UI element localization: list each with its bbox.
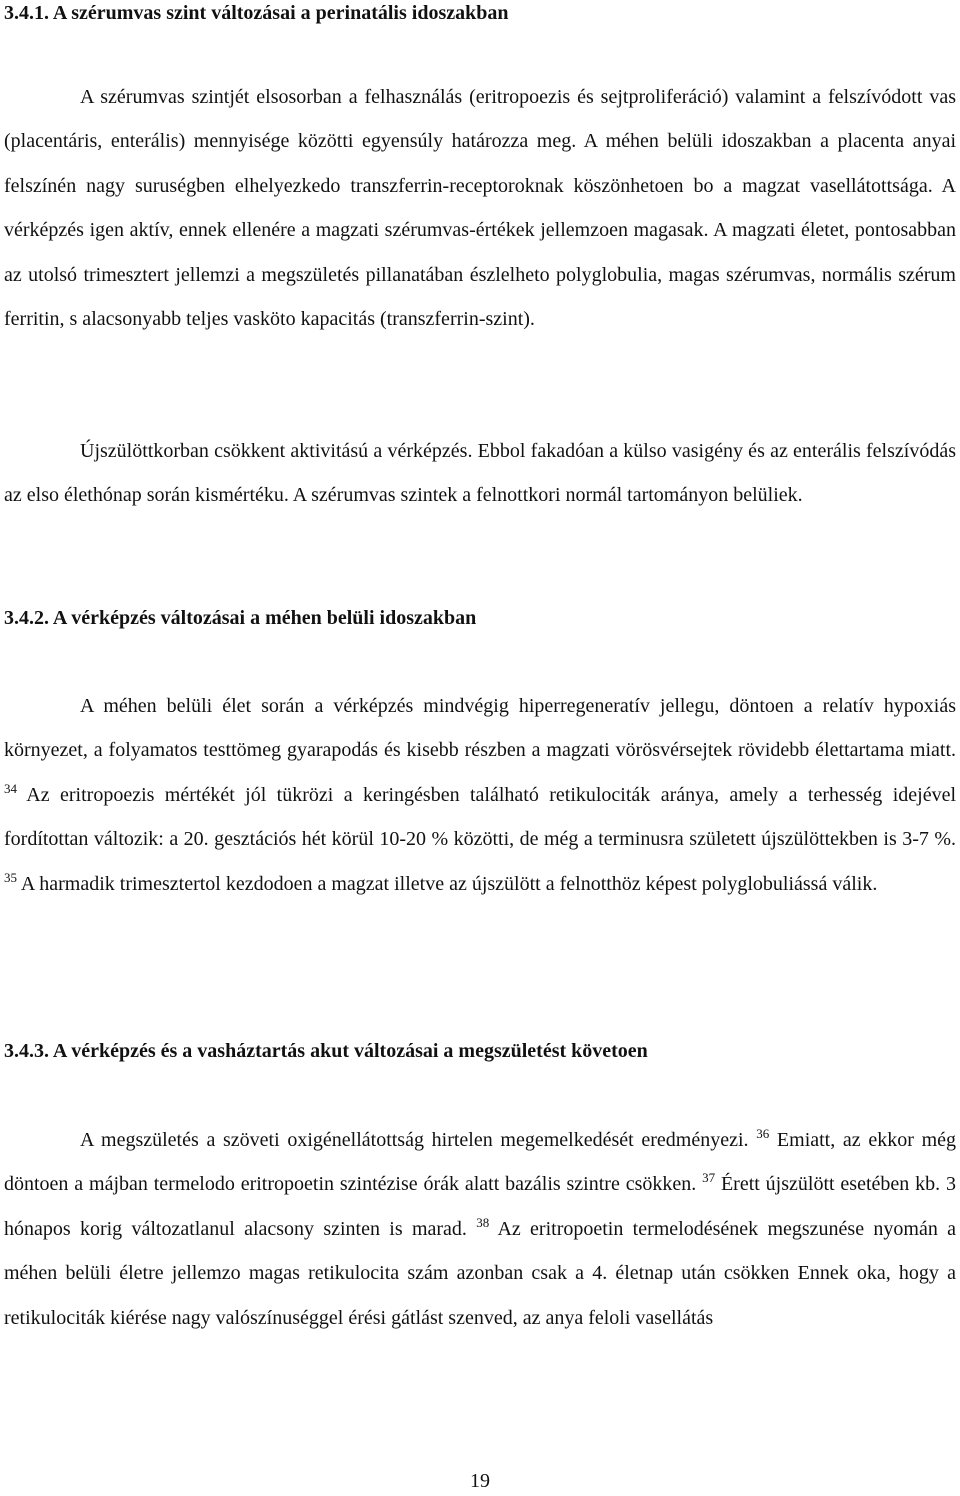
paragraph-fetal-erythropoiesis [4,684,956,906]
paragraph-text: Emiatt, az ekkor még döntoen a májban termelodo eritropoetin szintézise órák alatt bazális szintre csökken. [4,1129,957,1196]
section-heading-3-4-2: 3.4.2. A vérképzés változásai a méhen belüli idoszakban [4,607,477,629]
paragraph-text: Az eritropoezis mértékét jól tükrözi a keringésben található retikulociták aránya, amely a terhesség idejével fordítottan változik: a 20. gesztációs hét körül 10-20 % közötti, de még a terminusra született újszülöttekben is 3-7 %. [4,783,956,851]
reference-superscript: 34 [4,780,17,796]
paragraph-text: A harmadik trimesztertol kezdodoen a magzat illetve az újszülött a felnotthöz képest polyglobuliássá válik. [20,872,878,895]
section-heading-3-4-1: 3.4.1. A szérumvas szint változásai a perinatális idoszakban [4,2,509,24]
paragraph-text: A méhen belüli élet során a vérképzés mindvégig hiperregeneratív jellegu, döntoen a relatív hypoxiás környezet, a folyamatos testtömeg gyarapodás és kisebb részben a magzati vörösvérsejtek rövidebb élettartama miatt. [4,695,956,762]
paragraph-text: A szérumvas szintjét elsosorban a felhasználás (eritropoezis és sejtproliferáció) valamint a felszívódott vas (placentáris, enterális) mennyisége közötti egyensúly határozza meg. A méhen belüli idoszakban a placenta anyai felszínén nagy suruségben elhelyezkedo transzferrin-receptoroknak köszönhetoen bo a magzat vasellátottsága. A vérképzés igen aktív, ennek ellenére a magzati szérumvas-értékek jellemzoen magasak. A magzati életet, pontosabban az utolsó trimesztert jellemzi a megszületés pillanatában észlelheto polyglobulia, magas szérumvas, normális szérum ferritin, s alacsonyabb teljes vasköto kapacitás (transzferrin-szint). [4,86,956,331]
paragraph-text: A megszületés a szöveti oxigénellátottság hirtelen megemelkedését eredményezi. [80,1129,749,1151]
reference-superscript: 38 [476,1214,490,1230]
paragraph-text: Az eritropoetin termelodésének megszunése nyomán a méhen belüli életre jellemzo magas retikulocita szám azonban csak a 4. életnap után csökken Ennek oka, hogy a retikulociták kiérése nagy valószínuséggel érési gátlást szenved, az anya feloli vasellátás [4,1217,957,1329]
paragraph-text: Újszülöttkorban csökkent aktivitású a vérképzés. Ebbol fakadóan a külso vasigény és az enterális felszívódás az elso élethónap során kismértéku. A szérumvas szintek a felnottkori normál tartományon belüliek. [4,440,956,507]
paragraph-text: Érett újszülött esetében kb. 3 hónapos korig változatlanul alacsony szinten is marad. [4,1173,956,1240]
reference-superscript: 37 [702,1170,716,1186]
paragraph-postnatal-changes [4,1118,956,1340]
paragraph-serum-iron-intro [4,75,956,341]
reference-superscript: 36 [756,1126,770,1141]
paragraph-newborn-erythropoiesis [4,429,956,518]
reference-superscript: 35 [4,869,17,885]
section-heading-3-4-3: 3.4.3. A vérképzés és a vasháztartás akut változásai a megszületést követoen [4,1040,648,1062]
page-number: 19 [470,1470,490,1492]
